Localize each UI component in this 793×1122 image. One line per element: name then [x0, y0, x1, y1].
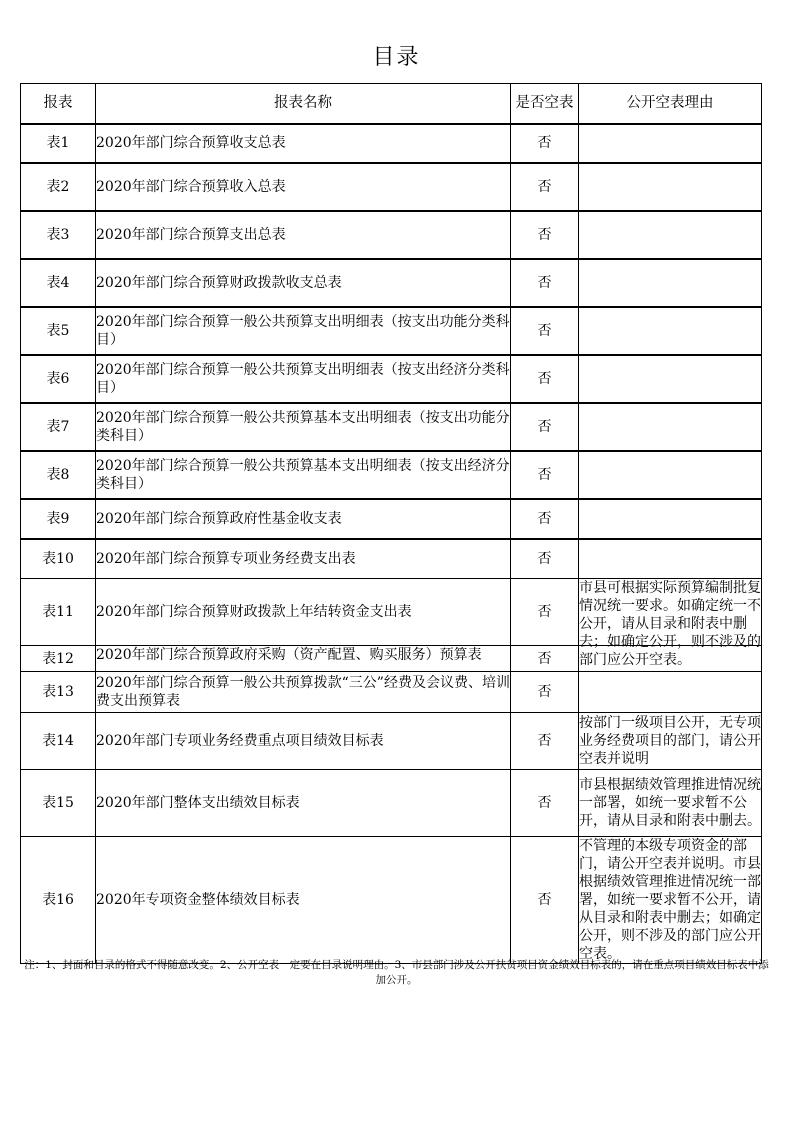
- row-empty: 否: [511, 163, 579, 211]
- row-reason: [579, 403, 762, 451]
- table-row: [21, 163, 762, 211]
- row-name: 2020年部门专项业务经费重点项目绩效目标表: [96, 713, 511, 770]
- row-no: 表4: [21, 259, 96, 307]
- row-no: 表14: [21, 713, 96, 770]
- table-row: [21, 672, 762, 713]
- header-reason: 公开空表理由: [579, 84, 762, 124]
- row-name: 2020年部门综合预算一般公共预算拨款“三公”经费及会议费、培训费支出预算表: [96, 672, 511, 713]
- row-name: 2020年部门综合预算一般公共预算基本支出明细表（按支出功能分类科目）: [96, 403, 511, 451]
- row-reason: [579, 672, 762, 713]
- table-row: [21, 539, 762, 579]
- row-no: 表2: [21, 163, 96, 211]
- row-no: 表13: [21, 672, 96, 713]
- header-empty: 是否空表: [511, 84, 579, 124]
- table-row: [21, 355, 762, 403]
- row-no: 表10: [21, 539, 96, 579]
- row-name: 2020年专项资金整体绩效目标表: [96, 837, 511, 964]
- table-row: [21, 770, 762, 837]
- row-empty: 否: [511, 770, 579, 837]
- row-reason: [579, 259, 762, 307]
- row-name: 2020年部门综合预算支出总表: [96, 211, 511, 259]
- row-name: 2020年部门综合预算财政拨款上年结转资金支出表: [96, 579, 511, 646]
- row-reason: 不管理的本级专项资金的部门，请公开空表并说明。市县根据绩效管理推进情况统一部署，如统一要求暂不公开，请从目录和附表中删去；如确定公开，则不涉及的部门应公开空表。: [579, 838, 761, 962]
- table-row: [21, 124, 762, 163]
- header-name: 报表名称: [96, 84, 511, 124]
- row-reason: [579, 124, 762, 163]
- row-no: 表6: [21, 355, 96, 403]
- row-empty: 否: [511, 499, 579, 539]
- row-empty: 否: [511, 307, 579, 355]
- row-name: 2020年部门综合预算收支总表: [96, 124, 511, 163]
- header-no: 报表: [21, 84, 96, 124]
- row-no: 表12: [21, 646, 96, 672]
- row-empty: 否: [511, 539, 579, 579]
- name-text: 2020年部门综合预算政府采购（资产配置、购买服务）预算表: [96, 647, 482, 663]
- row-empty: 否: [511, 713, 579, 770]
- page-title: 目录: [372, 45, 421, 70]
- row-no: 表11: [21, 579, 96, 646]
- row-empty: 否: [511, 403, 579, 451]
- row-name: [96, 646, 511, 672]
- row-no: 表9: [21, 499, 96, 539]
- table-row: [21, 499, 762, 539]
- row-reason: [579, 307, 762, 355]
- row-no: 表1: [21, 124, 96, 163]
- row-empty: 否: [511, 672, 579, 713]
- row-name: 2020年部门综合预算政府性基金收支表: [96, 499, 511, 539]
- row-no: 表3: [21, 211, 96, 259]
- row-empty: 否: [511, 259, 579, 307]
- row-empty: 否: [511, 355, 579, 403]
- row-reason: [579, 211, 762, 259]
- row-empty: 否: [511, 211, 579, 259]
- row-empty: 否: [511, 646, 579, 672]
- row-reason: 按部门一级项目公开，无专项业务经费项目的部门，请公开空表并说明: [579, 713, 762, 770]
- row-name: 2020年部门综合预算一般公共预算支出明细表（按支出功能分类科目）: [96, 307, 511, 355]
- row-reason: [579, 451, 762, 499]
- row-no: 表16: [21, 837, 96, 964]
- row-empty: 否: [511, 451, 579, 499]
- row-reason: 市县根据绩效管理推进情况统一部署，如统一要求暂不公开，请从目录和附表中删去。: [579, 770, 762, 837]
- row-reason: [579, 499, 762, 539]
- row-empty: 否: [511, 124, 579, 163]
- catalog-table: [20, 83, 762, 964]
- row-name: 2020年部门整体支出绩效目标表: [96, 770, 511, 837]
- row-reason: [579, 539, 762, 579]
- row-no: 表15: [21, 770, 96, 837]
- row-name: 2020年部门综合预算收入总表: [96, 163, 511, 211]
- table-row: [21, 713, 762, 770]
- row-name: 2020年部门综合预算一般公共预算基本支出明细表（按支出经济分类科目）: [96, 451, 511, 499]
- row-reason: [579, 579, 762, 668]
- table-row: [21, 259, 762, 307]
- row-reason: [579, 355, 762, 403]
- row-no: 表5: [21, 307, 96, 355]
- row-name: 2020年部门综合预算专项业务经费支出表: [96, 539, 511, 579]
- row-name: 2020年部门综合预算财政拨款收支总表: [96, 259, 511, 307]
- table-header-row: [21, 84, 762, 124]
- row-reason: [579, 163, 762, 211]
- row-name: 2020年部门综合预算一般公共预算支出明细表（按支出经济分类科目）: [96, 355, 511, 403]
- footnote: 注：1、封面和目录的格式不得随意改变。2、公开空表一定要在目录说明理由。3、市县部门涉及公开扶贫项目资金绩效目标表的，请在重点项目绩效目标表中添加公开。: [24, 959, 769, 986]
- row-no: 表8: [21, 451, 96, 499]
- row-no: 表7: [21, 403, 96, 451]
- table-row: [21, 403, 762, 451]
- reason-text: 市县可根据实际预算编制批复情况统一要求。如确定统一不公开，请从目录和附表中删去；如确定公开，则不涉及的部门应公开空表。: [579, 580, 761, 668]
- row-empty: 否: [511, 837, 579, 964]
- table-row: [21, 451, 762, 499]
- row-empty: 否: [511, 579, 579, 646]
- table-row: [21, 307, 762, 355]
- table-row: [21, 211, 762, 259]
- table-row: [21, 837, 762, 964]
- table-row: [21, 579, 762, 646]
